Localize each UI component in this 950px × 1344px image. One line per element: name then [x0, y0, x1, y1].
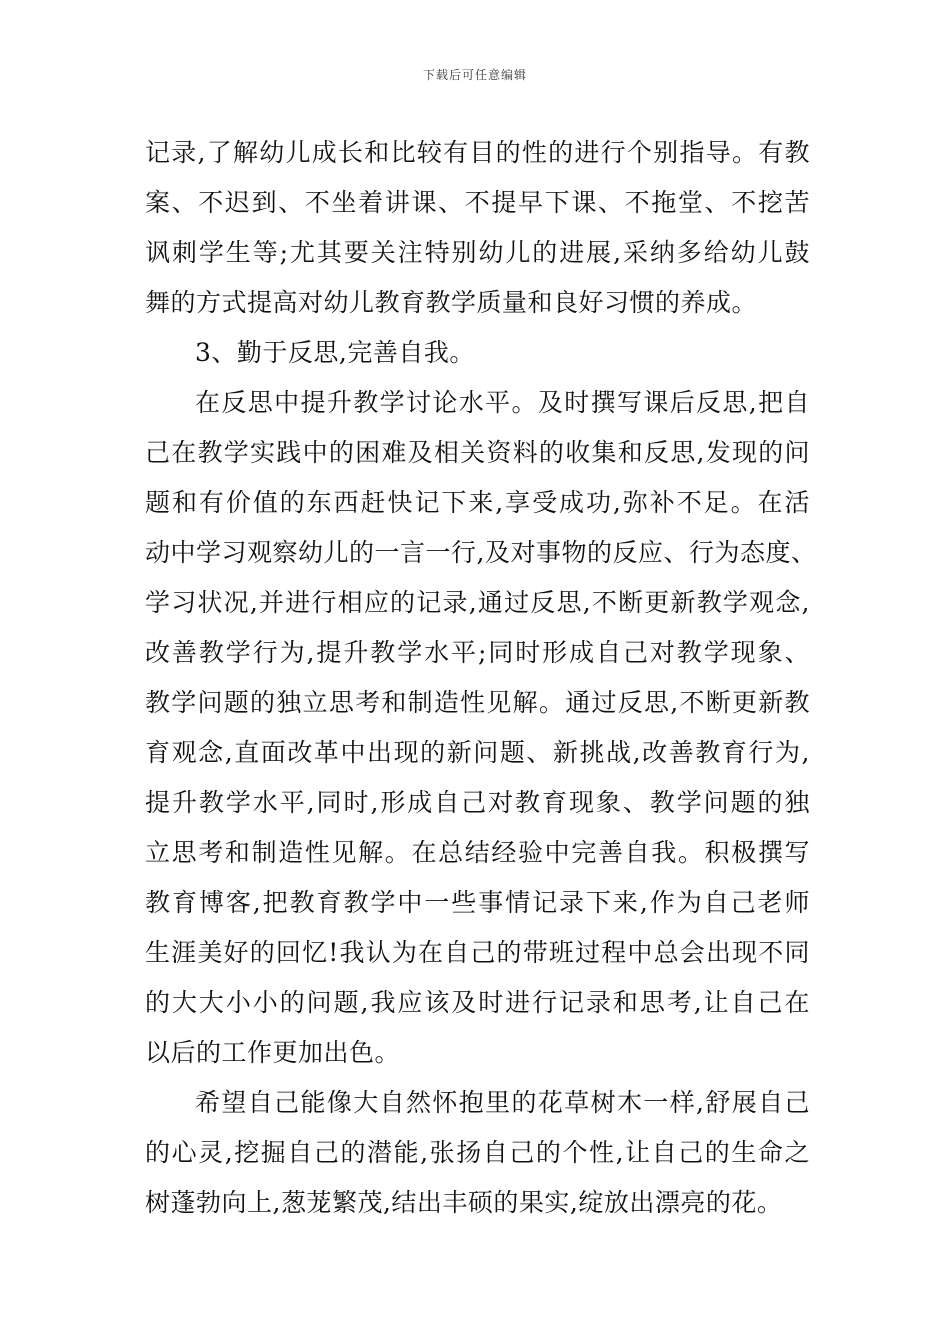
text-line: 的心灵,挖掘自己的潜能,张扬自己的个性,让自己的生命之	[145, 1138, 810, 1167]
page-header: 下载后可任意编辑	[422, 68, 527, 82]
text-line: 教学问题的独立思考和制造性见解。通过反思,不断更新教	[145, 688, 810, 717]
paragraph-4	[145, 1078, 810, 1228]
text-line: 学习状况,并进行相应的记录,通过反思,不断更新教学观念,	[145, 588, 810, 617]
text-line: 的大大小小的问题,我应该及时进行记录和思考,让自己在	[145, 988, 810, 1017]
text-line: 动中学习观察幼儿的一言一行,及对事物的反应、行为态度、	[145, 538, 817, 567]
text-line: 舞的方式提高对幼儿教育教学质量和良好习惯的养成。	[145, 288, 758, 317]
paragraph-3	[145, 378, 817, 1078]
text-line: 教育博客,把教育教学中一些事情记录下来,作为自己老师	[145, 888, 810, 917]
text-line: 提升教学水平,同时,形成自己对教育现象、教学问题的独	[145, 788, 810, 817]
text-line: 题和有价值的东西赶快记下来,享受成功,弥补不足。在活	[145, 488, 810, 517]
text-line: 生涯美好的回忆!我认为在自己的带班过程中总会出现不同	[145, 938, 810, 967]
text-line: 改善教学行为,提升教学水平;同时形成自己对教学现象、	[145, 638, 810, 667]
section-heading: 3、勤于反思,完善自我。	[195, 338, 475, 367]
text-line: 记录,了解幼儿成长和比较有目的性的进行个别指导。有教	[145, 138, 810, 167]
document-body	[145, 128, 817, 1228]
text-line: 以后的工作更加出色。	[145, 1038, 401, 1067]
text-line: 案、不迟到、不坐着讲课、不提早下课、不拖堂、不挖苦	[145, 188, 810, 217]
text-line: 己在教学实践中的困难及相关资料的收集和反思,发现的问	[145, 438, 810, 467]
text-line: 立思考和制造性见解。在总结经验中完善自我。积极撰写	[145, 838, 810, 867]
paragraph-2-heading	[145, 328, 810, 378]
text-line: 在反思中提升教学讨论水平。及时撰写课后反思,把自	[195, 388, 810, 417]
text-line: 育观念,直面改革中出现的新问题、新挑战,改善教育行为,	[145, 738, 810, 767]
text-line: 树蓬勃向上,葱茏繁茂,结出丰硕的果实,绽放出漂亮的花。	[145, 1188, 783, 1217]
text-line: 讽刺学生等;尤其要关注特别幼儿的进展,采纳多给幼儿鼓	[145, 238, 810, 267]
paragraph-1	[145, 128, 810, 328]
text-line: 希望自己能像大自然怀抱里的花草树木一样,舒展自己	[195, 1088, 810, 1117]
